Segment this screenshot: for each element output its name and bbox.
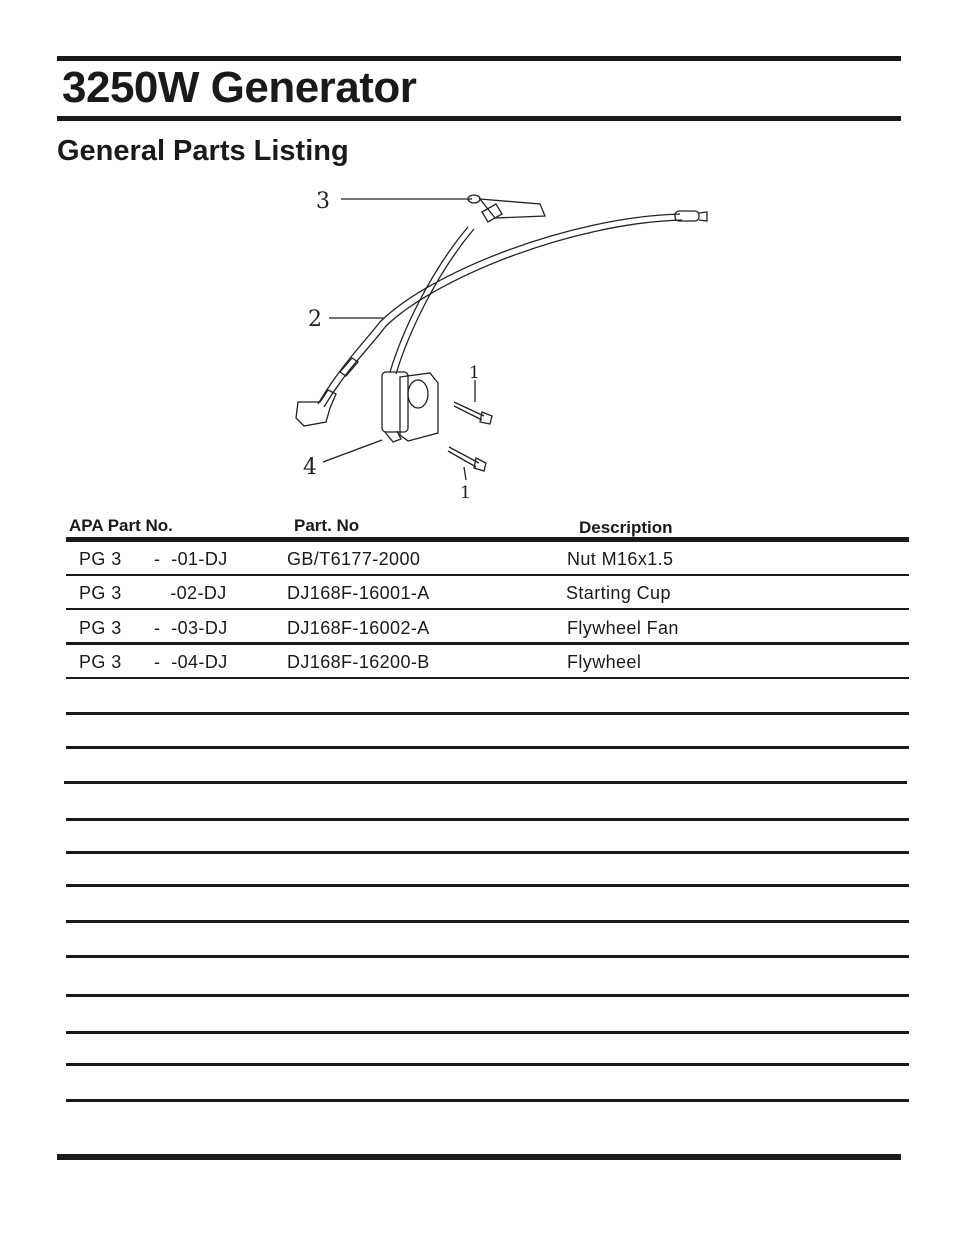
table-row (66, 542, 909, 576)
empty-row-line (66, 818, 909, 821)
part-no: DJ168F-16200-B (287, 652, 430, 672)
description: Starting Cup (566, 583, 671, 603)
part-no: DJ168F-16002-A (287, 618, 430, 638)
row-divider (66, 608, 909, 610)
empty-row-line (66, 1031, 909, 1034)
col-header-apa-part-no: APA Part No. (69, 516, 173, 535)
page-title: 3250W Generator (62, 63, 417, 112)
callout-4: 4 (303, 455, 317, 480)
empty-row-line (66, 1063, 909, 1066)
empty-row-line (66, 851, 909, 854)
section-title: General Parts Listing (57, 135, 349, 167)
table-row (66, 611, 909, 645)
empty-row-line (66, 920, 909, 923)
empty-row-line (66, 994, 909, 997)
top-rule (57, 56, 901, 61)
empty-row-line (66, 746, 909, 749)
description: Flywheel (567, 652, 642, 672)
empty-row-line (64, 781, 907, 784)
title-underline (57, 116, 901, 121)
empty-row-line (66, 712, 909, 715)
apa-part-no: PG 3 -02-DJ (79, 583, 227, 603)
callout-3: 3 (316, 189, 330, 214)
apa-part-no: PG 3 - -04-DJ (79, 652, 228, 672)
col-header-description: Description (579, 518, 673, 537)
apa-part-no: PG 3 - -01-DJ (79, 549, 228, 569)
description: Flywheel Fan (567, 618, 679, 638)
empty-row-line (66, 955, 909, 958)
callout-1-top: 1 (469, 363, 480, 383)
callout-1-bottom: 1 (460, 483, 471, 502)
empty-row-line (66, 1099, 909, 1102)
bottom-rule (57, 1154, 901, 1160)
table-row (66, 645, 909, 679)
empty-row-line (66, 884, 909, 887)
row-divider (66, 677, 909, 679)
apa-part-no: PG 3 - -03-DJ (79, 618, 228, 638)
col-header-part-no: Part. No (294, 516, 360, 535)
parts-diagram (240, 182, 720, 502)
description: Nut M16x1.5 (567, 549, 674, 569)
callout-2: 2 (308, 307, 322, 332)
part-no: DJ168F-16001-A (287, 583, 430, 603)
part-no: GB/T6177-2000 (287, 549, 421, 569)
table-row (66, 576, 909, 610)
